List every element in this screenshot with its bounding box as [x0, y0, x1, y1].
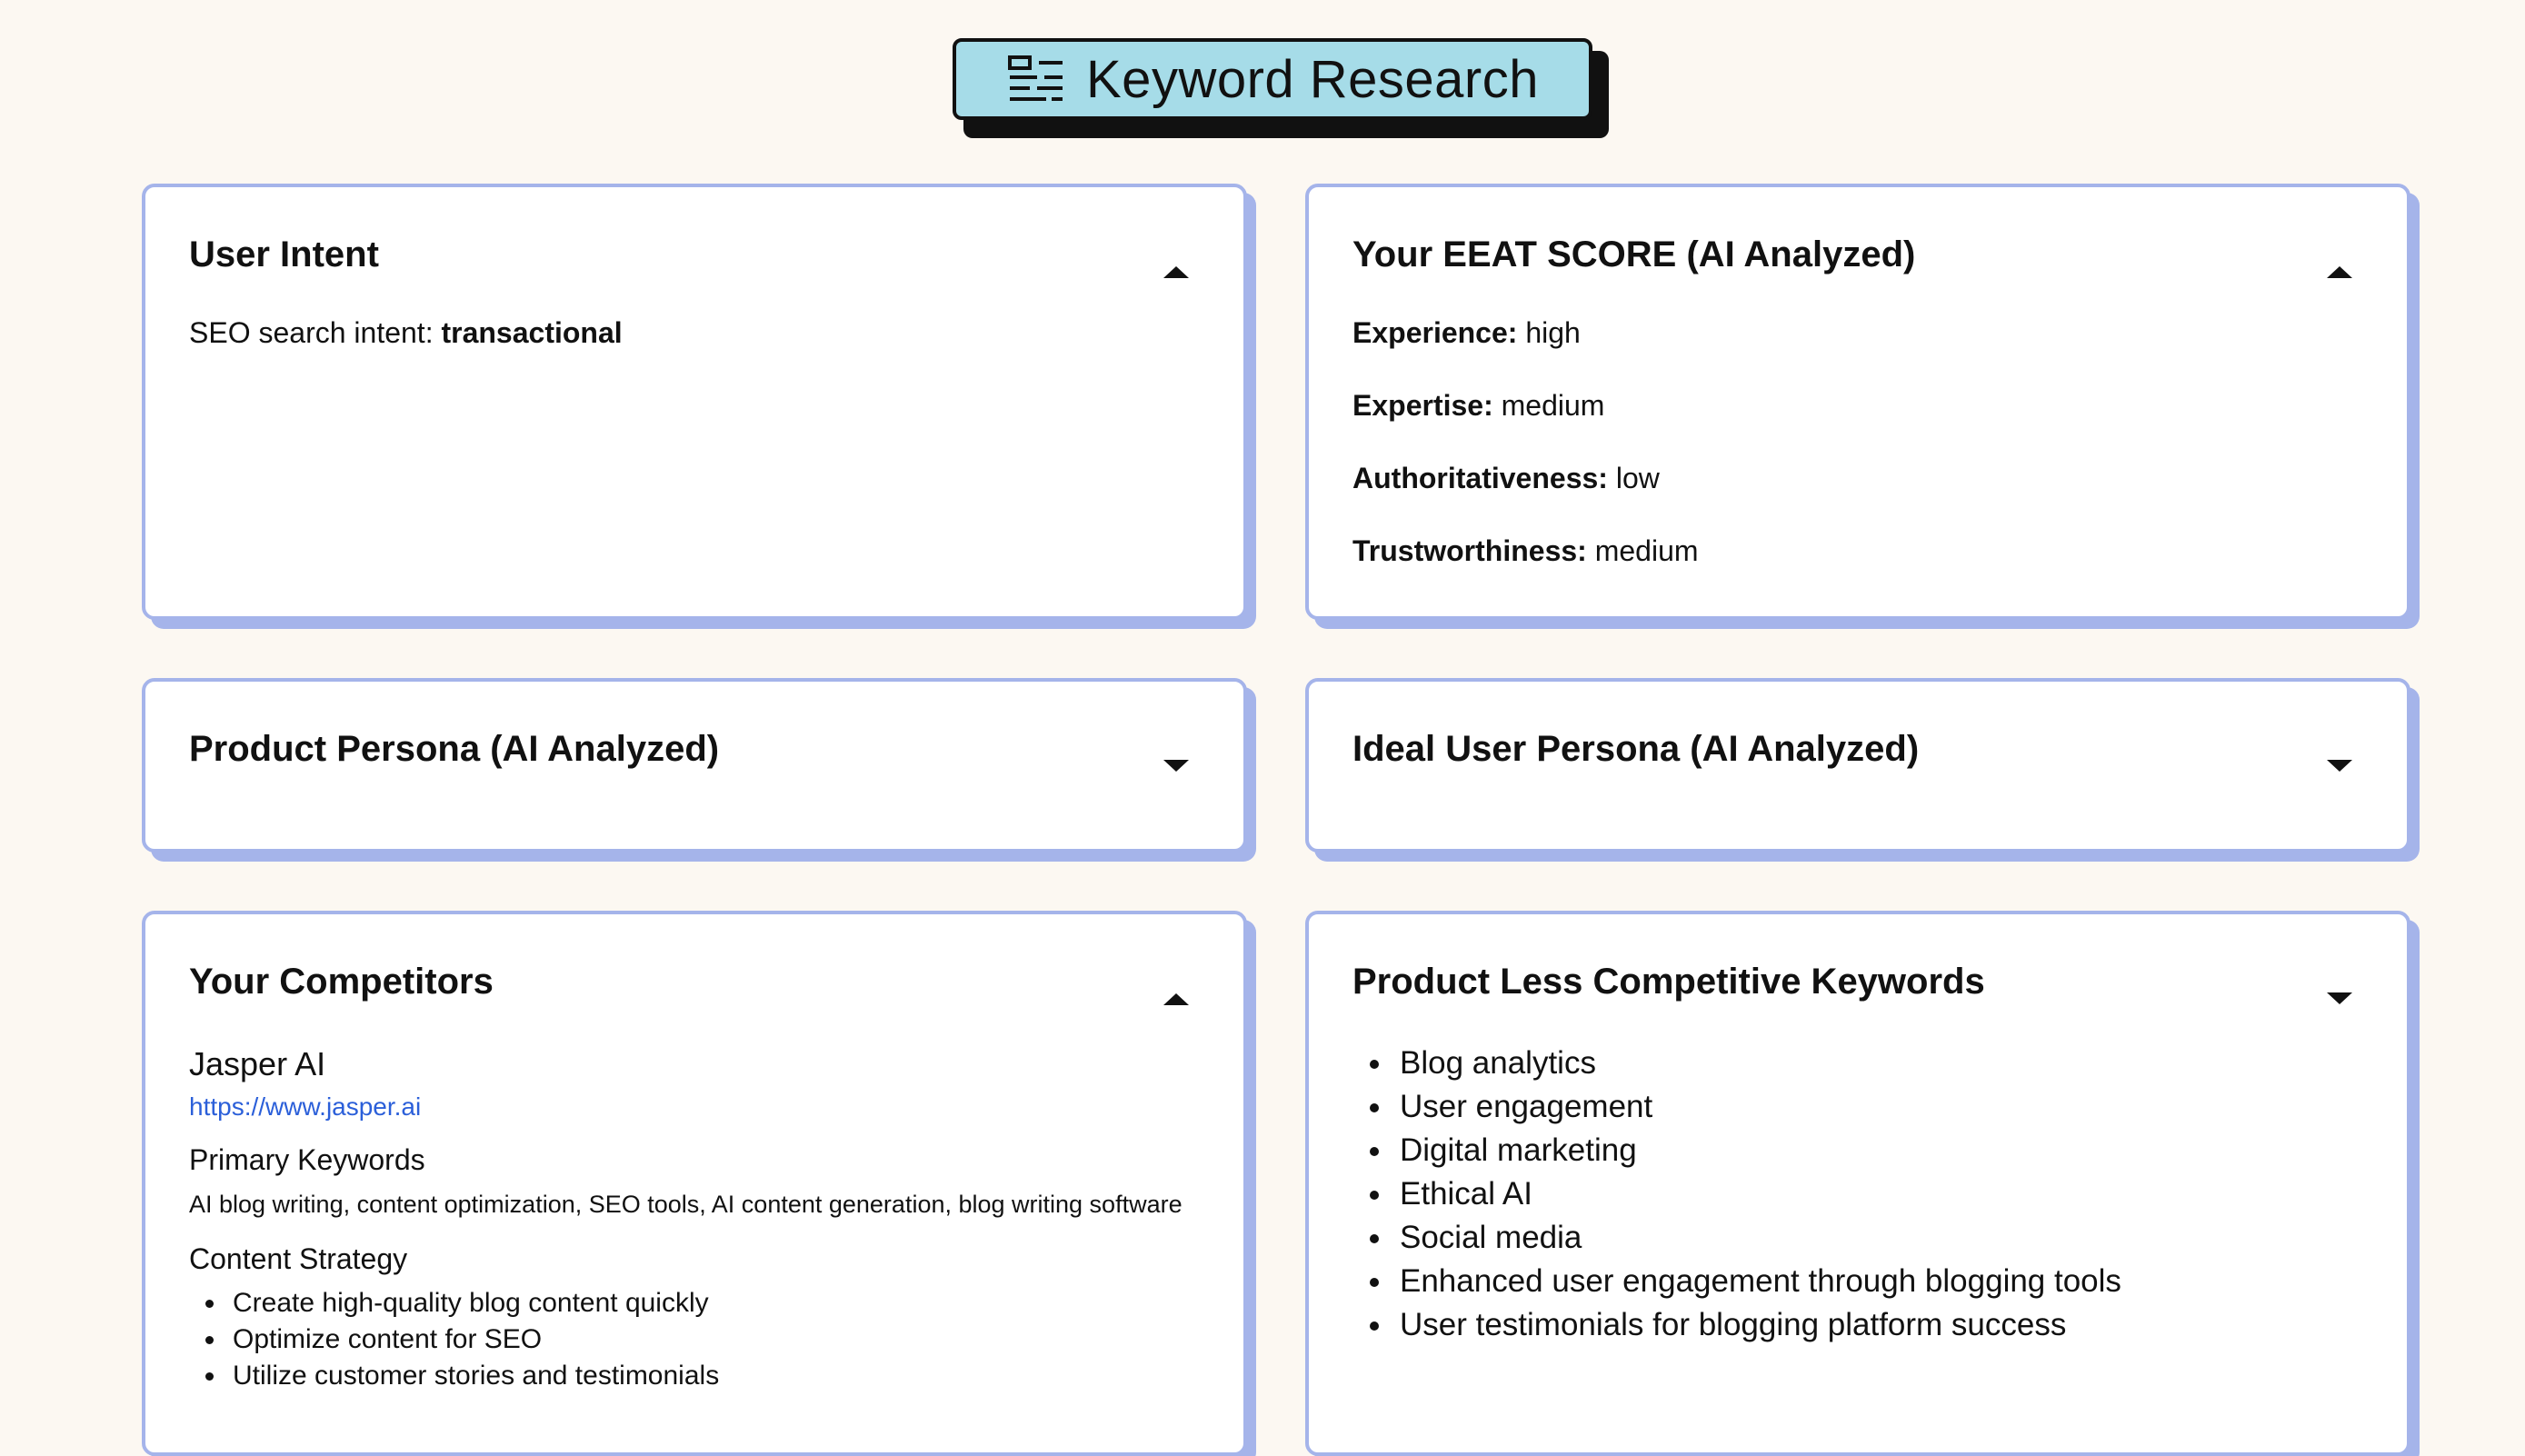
chevron-up-icon[interactable]: [2324, 262, 2355, 282]
eeat-value: low: [1615, 462, 1660, 494]
eeat-experience-row: [1352, 314, 2352, 351]
search-intent-label: SEO search intent:: [189, 316, 434, 349]
chevron-up-icon[interactable]: [1161, 989, 1192, 1009]
card-title[interactable]: Your Competitors: [189, 962, 494, 1002]
header-badge: [953, 38, 1592, 120]
eeat-label: Experience:: [1352, 316, 1518, 349]
list-item: • Optimize content for SEO: [227, 1321, 1189, 1358]
card-title[interactable]: Product Less Competitive Keywords: [1352, 962, 1985, 1002]
card-less-competitive-keywords: [1305, 911, 2410, 1456]
eeat-label: Authoritativeness:: [1352, 462, 1608, 494]
keyword-item: • User engagement: [1394, 1085, 2352, 1129]
card-eeat-score: [1305, 184, 2410, 620]
page-header: [953, 38, 1592, 120]
eeat-expertise-row: [1352, 387, 2352, 424]
card-title[interactable]: Your EEAT SCORE (AI Analyzed): [1352, 234, 1916, 274]
keyword-item: • User testimonials for blogging platform success: [1394, 1303, 2352, 1347]
card-title[interactable]: Ideal User Persona (AI Analyzed): [1352, 729, 1920, 769]
list-item: • Create high-quality blog content quickly: [227, 1285, 1189, 1321]
keyword-item: • Blog analytics: [1394, 1042, 2352, 1085]
search-intent-row: [189, 314, 1189, 351]
keyword-item: • Social media: [1394, 1216, 2352, 1260]
chevron-down-icon[interactable]: [1161, 756, 1192, 776]
keyword-item: • Enhanced user engagement through blogging tools: [1394, 1260, 2352, 1303]
eeat-authoritativeness-row: [1352, 460, 2352, 496]
card-user-intent: [142, 184, 1247, 620]
eeat-value: medium: [1594, 534, 1699, 567]
eeat-label: Expertise:: [1352, 389, 1493, 422]
search-intent-value: transactional: [441, 316, 623, 349]
keyword-item: • Ethical AI: [1394, 1172, 2352, 1216]
eeat-value: medium: [1501, 389, 1605, 422]
chevron-up-icon[interactable]: [1161, 262, 1192, 282]
chevron-down-icon[interactable]: [2324, 989, 2355, 1009]
card-competitors: [142, 911, 1247, 1456]
eeat-label: Trustworthiness:: [1352, 534, 1587, 567]
content-strategy-heading: Content Strategy: [189, 1242, 408, 1275]
primary-keywords-text: AI blog writing, content optimization, SEO tools, AI content generation, blog writing software: [189, 1191, 1183, 1218]
eeat-trustworthiness-row: [1352, 533, 2352, 569]
primary-keywords-heading: Primary Keywords: [189, 1143, 425, 1176]
page-title: Keyword Research: [1086, 49, 1539, 109]
chevron-down-icon[interactable]: [2324, 756, 2355, 776]
content-strategy-list: [189, 1285, 1189, 1394]
list-item: • Utilize customer stories and testimonials: [227, 1358, 1189, 1394]
eeat-value: high: [1525, 316, 1581, 349]
outline-list-icon: [1006, 54, 1066, 105]
card-product-persona[interactable]: [142, 678, 1247, 853]
card-ideal-user-persona[interactable]: [1305, 678, 2410, 853]
card-title[interactable]: User Intent: [189, 234, 379, 274]
keyword-item: • Digital marketing: [1394, 1129, 2352, 1172]
competitor-link[interactable]: https://www.jasper.ai: [189, 1092, 422, 1121]
card-title[interactable]: Product Persona (AI Analyzed): [189, 729, 720, 769]
keyword-list: [1352, 1042, 2352, 1347]
competitor-name: Jasper AI: [189, 1045, 326, 1082]
